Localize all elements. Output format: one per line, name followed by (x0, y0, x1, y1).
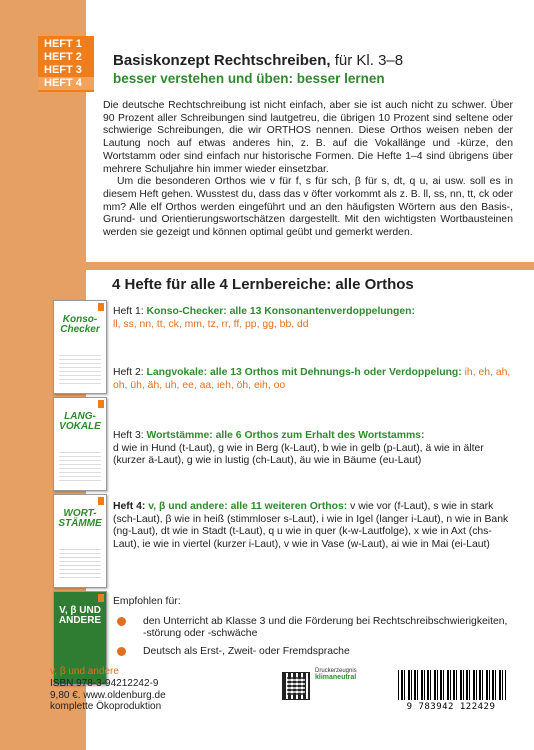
intro-paragraph-2: Um die besonderen Orthos wie v für f, s für sch, β für s, dt, q u, ai usw. soll es in diesem Heft gehen. Wusstest du, dass das v öfter vorkommt als z. B. ll, ss, nn, tt, ck oder mm? Alle elf Orthos werden eingeführt und an den häufigsten Wörtern aus den Basis-, Grund- und Orientierungswortschätzen dargestellt. Mit den wichtigsten Wortbausteinen werden sie gezeigt und können optimal geübt und gemerkt werden. (103, 176, 513, 239)
divider-band (0, 262, 534, 270)
cover-tab (98, 594, 104, 602)
heft-1-examples: ll, ss, nn, tt, ck, mm, tz, rr, ff, pp, gg, bb, dd (113, 318, 309, 330)
cover-tab (98, 400, 104, 408)
heft-3-title: Wortstämme: alle 6 Orthos zum Erhalt des Wortstamms: (146, 430, 425, 441)
barcode-bars (398, 670, 506, 700)
bullet-icon (117, 647, 126, 656)
qr-pattern (287, 677, 305, 695)
heft-1-title: Konso-Checker: alle 13 Konsonantenverdoppelungen: (146, 306, 415, 317)
eco-label-big: klimaneutral (315, 673, 357, 681)
heft-3-label: Heft 3: (113, 430, 147, 441)
price-url: 9,80 €. www.oldenburg.de (50, 689, 166, 701)
heft-2-examples: ih, eh, ah, oh, üh, äh, uh, ee, aa, ieh, öh, eih, oo (113, 367, 511, 391)
heft-2-entry (113, 367, 515, 392)
cover-heft-3 (53, 494, 107, 588)
heft-1-label: Heft 1: (113, 306, 147, 317)
heft-3-examples: d wie in Hund (t-Laut), g wie in Berg (k-Laut), b wie in gelb (p-Laut), ä wie in älter (kurzer ä-Laut), g wie in lustig (ch-Laut), äu wie in Bäume (eu-Laut) (113, 442, 484, 467)
book-imprint (50, 666, 166, 713)
page-title (113, 52, 513, 70)
cover-tab (98, 303, 104, 311)
cover-heft-2 (53, 397, 107, 491)
section-title: 4 Hefte für alle 4 Lernbereiche: alle Orthos (112, 276, 414, 293)
heft-4-examples: v wie vor (f-Laut), s wie in stark (sch-Laut), β wie in heiß (stimmloser s-Laut), i wie in Igel (langer i-Laut), n wie in Bank (ng-Laut), dt wie in Stadt (t-Laut), q u wie in quer (k-w-Lautfolge), x wie in Axt (chs-Laut), ie wie in viertel (kurzer i-Laut), v wie in Vase (w-Laut), ai wie in Mai (ei-Laut) (113, 501, 509, 551)
title-bold: Basiskonzept Rechtschreiben, (113, 52, 331, 69)
heft-4-label: Heft 4: (113, 501, 149, 512)
production-note: komplette Ökoproduktion (50, 701, 162, 713)
recommendations-label: Empfohlen für: (113, 596, 181, 607)
cover-heft-1 (53, 300, 107, 394)
heft-nav (38, 36, 94, 92)
isbn: ISBN 978-3-94212242-9 (50, 677, 159, 689)
header (113, 52, 513, 87)
cover-text-lines (59, 355, 101, 385)
recommendation-text: Deutsch als Erst-, Zweit- oder Fremdsprache (143, 646, 350, 658)
heft-2-label: Heft 2: (113, 367, 147, 378)
heft-1-entry (113, 306, 515, 331)
heft-nav-item-3: HEFT 3 (44, 64, 82, 76)
cover-text-lines (59, 549, 101, 579)
intro-text (103, 100, 513, 240)
cover-text-lines (59, 452, 101, 482)
cover-title: Konso-Checker (60, 314, 100, 335)
page-subtitle: besser verstehen und üben: besser lernen (113, 71, 385, 86)
cover-title: WORT-STÄMME (58, 508, 102, 529)
cover-title: LANG-VOKALE (59, 411, 101, 432)
isbn-barcode (392, 668, 510, 712)
cover-tab (98, 497, 104, 505)
heft-nav-item-1: HEFT 1 (44, 38, 82, 50)
qr-code-icon (282, 672, 310, 700)
barcode-number: 9 783942 122429 (406, 702, 496, 712)
heft-nav-item-2: HEFT 2 (44, 51, 82, 63)
recommendation-text: den Unterricht ab Klasse 3 und die Förderung bei Rechtschreibschwierigkeiten, -störung oder -schwäche (143, 615, 508, 640)
heft-4-entry (113, 501, 515, 552)
heft-nav-item-4: HEFT 4 (38, 77, 94, 90)
series-name: v, β und andere (50, 666, 119, 677)
recommendations-list (113, 616, 513, 659)
bullet-icon (117, 617, 126, 626)
heft-3-entry (113, 430, 515, 468)
intro-paragraph-1: Die deutsche Rechtschreibung ist nicht einfach, aber sie ist auch nicht zu schwer. Über 90 Prozent aller Schreibungen sind lautgetreu, die übrigen 10 Prozent sind seltene oder schwierige Schreibungen, die wir ORTHOS nennen. Diese Orthos weisen neben der Lautung noch auf etwas anderes hin, z. B. auf die Vokallänge und -kürze, den Wortstamm oder sind einfach nur historische Formen. Die Hefte 1–4 sind übrigens über mehrere Schuljahre hin immer wieder einsetzbar. (103, 100, 513, 175)
eco-label (315, 668, 359, 698)
cover-title: V, β UND ANDERE (58, 605, 102, 626)
recommendations (113, 596, 513, 664)
eco-label-small: Druckerzeugnis (315, 668, 357, 674)
heft-2-title: Langvokale: alle 13 Orthos mit Dehnungs-h oder Verdoppelung: (146, 367, 462, 378)
heft-4-title: v, β und andere: alle 11 weiteren Orthos: (148, 501, 348, 512)
list-item (113, 616, 513, 641)
title-grade: für Kl. 3–8 (330, 52, 404, 69)
list-item (113, 646, 513, 659)
